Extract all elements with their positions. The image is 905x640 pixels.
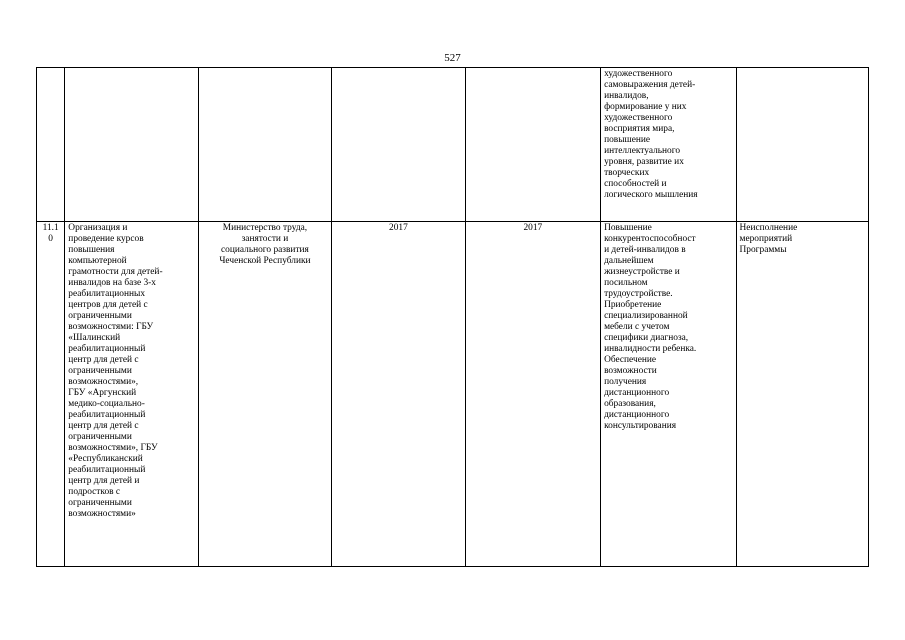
cell-activity [65, 68, 198, 222]
cell-start-year: 2017 [332, 222, 465, 567]
program-table [36, 67, 869, 567]
cell-consequence: Неисполнение мероприятий Программы [736, 222, 868, 567]
cell-end-year: 2017 [465, 222, 600, 567]
table-row-11-10 [37, 222, 869, 567]
cell-consequence [736, 68, 868, 222]
cell-expected-result: художественного самовыражения детей- инвалидов, формирование у них художественного восприятия мира, повышение интеллектуального уровня, развитие их творческих способностей и логического мышления [601, 68, 736, 222]
cell-activity: Организация и проведение курсов повышения компьютерной грамотности для детей- инвалидов на базе 3-х реабилитационных центров для детей с ограниченными возможностями: ГБУ «Шалинский реабилитационный центр для детей с ограниченными возможностями», ГБУ «Аргунский медико-социально- реабилитационный центр для детей с ограниченными возможностями», ГБУ «Республиканский реабилитационный центр для детей и подростков с ограниченными возможностями» [65, 222, 198, 567]
page-number: 527 [444, 52, 461, 64]
cell-start-year [332, 68, 465, 222]
table-row-continuation [37, 68, 869, 222]
cell-executor: Министерство труда, занятости и социального развития Чеченской Республики [198, 222, 331, 567]
cell-expected-result: Повышение конкурентоспособност и детей-инвалидов в дальнейшем жизнеустройстве и посильном трудоустройстве. Приобретение специализированной мебели с учетом специфики диагноза, инвалидности ребенка. Обеспечение возможности получения дистанционного образования, дистанционного консультирования [601, 222, 736, 567]
cell-executor [198, 68, 331, 222]
cell-number: 11.1 0 [37, 222, 65, 567]
cell-number [37, 68, 65, 222]
cell-end-year [465, 68, 600, 222]
